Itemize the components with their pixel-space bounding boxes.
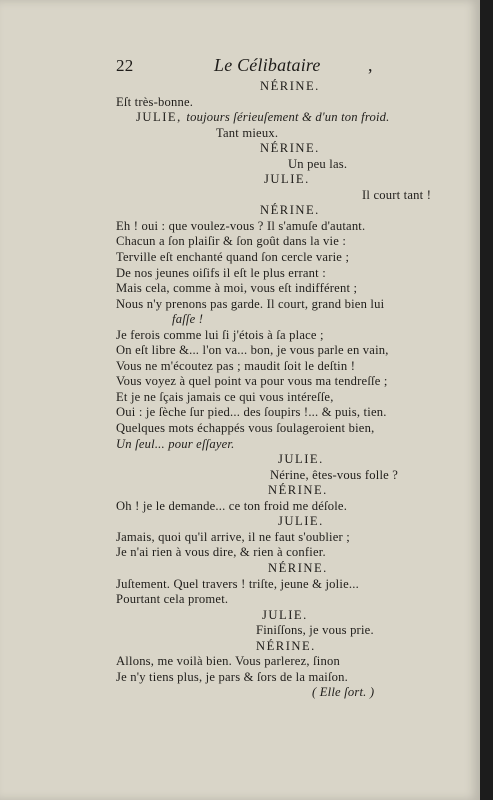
text-line: [116, 266, 468, 282]
line-text: Eh ! oui : que voulez-vous ? Il s'amuſe d'autant.: [116, 218, 366, 233]
speaker-name: NÉRINE.: [260, 141, 320, 156]
line-text: Vous ne m'écoutez pas ; maudit ſoit le deſtin !: [116, 358, 356, 373]
speaker-line: [116, 110, 468, 126]
line-text: Je ferois comme lui ſi j'étois à ſa place ;: [116, 327, 324, 342]
line-text: Je n'y tiens plus, je pars & ſors de la maiſon.: [116, 669, 349, 684]
line-text: Jamais, quoi qu'il arrive, il ne faut s'oublier ;: [116, 529, 350, 544]
text-line: [116, 328, 468, 344]
stage-direction: toujours ſérieuſement & d'un ton froid.: [186, 110, 390, 125]
speaker-name: JULIE.: [264, 172, 310, 187]
line-text: Allons, me voilà bien. Vous parlerez, ſinon: [116, 654, 340, 669]
line-text: Il court tant !: [362, 187, 432, 202]
text-line: [116, 126, 468, 142]
text-line: [116, 157, 468, 173]
text-line: [116, 312, 468, 328]
line-text: ( Elle ſort. ): [312, 685, 375, 700]
line-text: Et je ne ſçais jamais ce qui vous intéreſſe,: [116, 389, 334, 404]
running-title-comma: ,: [368, 55, 373, 75]
play-lines: [116, 79, 468, 701]
line-text: Eſt très-bonne.: [116, 94, 194, 109]
line-text: Pourtant cela promet.: [116, 592, 229, 607]
text-line: [116, 577, 468, 593]
text-line: [116, 95, 468, 111]
page-edge: [480, 0, 493, 800]
text-line: [116, 297, 468, 313]
line-text: Oui : je ſèche ſur pied... des ſoupirs !... & puis, tien.: [116, 405, 387, 420]
speaker-line: [116, 514, 468, 530]
line-text: Finiſſons, je vous prie.: [256, 623, 374, 638]
text-line: [116, 421, 468, 437]
running-title: Le Célibataire: [214, 55, 321, 75]
text-line: [116, 530, 468, 546]
page-number: 22: [116, 56, 134, 75]
line-text: Nous n'y prenons pas garde. Il court, grand bien lui: [116, 296, 385, 311]
text-line: [116, 390, 468, 406]
text-line: [116, 437, 468, 453]
speaker-name: NÉRINE.: [256, 638, 316, 653]
text-line: [116, 623, 468, 639]
line-text: Quelques mots échappés vous ſoulageroient bien,: [116, 421, 375, 436]
speaker-line: [116, 639, 468, 655]
page-text: [116, 55, 468, 701]
text-line: [116, 359, 468, 375]
speaker-name: JULIE.: [278, 452, 324, 467]
speaker-name: NÉRINE.: [268, 560, 328, 575]
line-text: Nérine, êtes-vous folle ?: [270, 467, 399, 482]
line-text: Chacun a ſon plaiſir & ſon goût dans la vie :: [116, 234, 347, 249]
speaker-line: [116, 79, 468, 95]
line-text: Un ſeul... pour eſſayer.: [116, 436, 235, 451]
line-text: Juſtement. Quel travers ! triſte, jeune & jolie...: [116, 576, 359, 591]
text-line: [116, 468, 468, 484]
page-header: [116, 55, 468, 78]
text-line: [116, 592, 468, 608]
text-line: [116, 654, 468, 670]
text-line: [116, 545, 468, 561]
line-text: Vous voyez à quel point va pour vous ma tendreſſe ;: [116, 374, 388, 389]
text-line: [116, 281, 468, 297]
text-line: [116, 250, 468, 266]
speaker-line: [116, 141, 468, 157]
line-text: Je n'ai rien à vous dire, & rien à confier.: [116, 545, 326, 560]
speaker-line: [116, 172, 468, 188]
speaker-name: NÉRINE.: [260, 79, 320, 93]
text-line: [116, 234, 468, 250]
line-text: Terville eſt enchanté quand ſon cercle varie ;: [116, 250, 350, 265]
speaker-line: [116, 561, 468, 577]
speaker-name: NÉRINE.: [268, 483, 328, 498]
text-line: [116, 219, 468, 235]
text-line: [116, 405, 468, 421]
text-line: [116, 188, 468, 204]
text-line: [116, 685, 468, 701]
line-text: De nos jeunes oiſifs il eſt le plus errant :: [116, 265, 326, 280]
line-text: Mais cela, comme à moi, vous eſt indifférent ;: [116, 281, 358, 296]
line-text: Un peu las.: [288, 156, 348, 171]
text-line: [116, 374, 468, 390]
text-line: [116, 670, 468, 686]
speaker-line: [116, 203, 468, 219]
line-text: faſſe !: [172, 312, 204, 327]
speaker-name: JULIE.: [262, 607, 308, 622]
line-text: Oh ! je le demande... ce ton froid me déſole.: [116, 498, 348, 513]
line-text: On eſt libre &... l'on va... bon, je vous parle en vain,: [116, 343, 389, 358]
speaker-line: [116, 608, 468, 624]
text-line: [116, 343, 468, 359]
speaker-line: [116, 483, 468, 499]
speaker-name: NÉRINE.: [260, 203, 320, 218]
speaker-name: JULIE.: [278, 514, 324, 529]
speaker-line: [116, 452, 468, 468]
line-text: Tant mieux.: [216, 125, 279, 140]
text-line: [116, 499, 468, 515]
speaker-name: JULIE,: [136, 110, 187, 125]
